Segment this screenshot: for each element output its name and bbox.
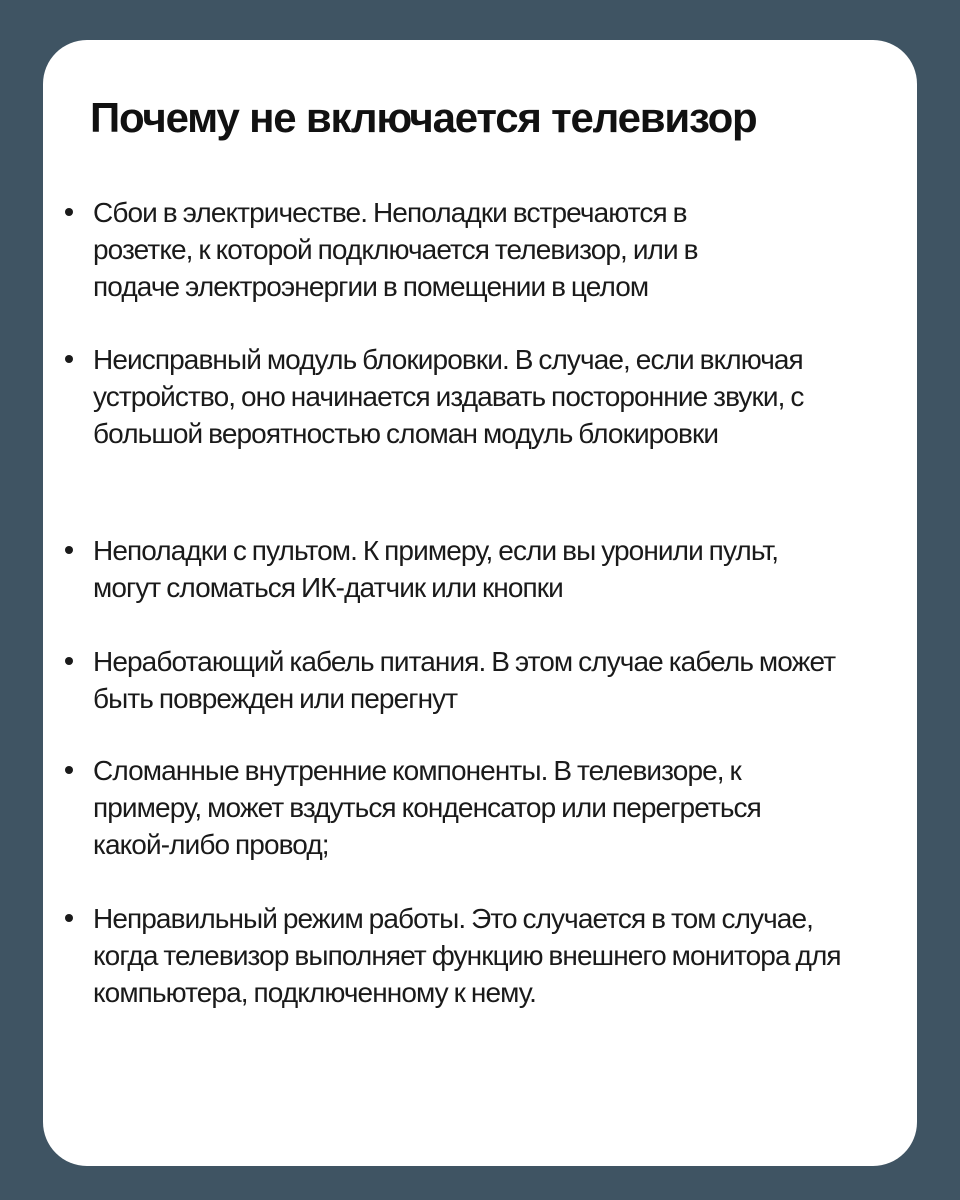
bullet-icon — [65, 657, 73, 665]
list-item — [65, 752, 835, 863]
list-item — [65, 341, 835, 452]
list-item-text: Сбои в электричестве. Неполадки встречаются в розетке, к которой подключается телевизор, или в подаче электроэнергии в помещении в целом — [93, 197, 698, 302]
bullet-icon — [65, 546, 73, 554]
card-title: Почему не включается телевизор — [90, 94, 757, 141]
list-item-text: Неисправный модуль блокировки. В случае, если включая устройство, оно начинается издавать посторонние звуки, с большой вероятностью сломан модуль блокировки — [93, 344, 804, 449]
bullet-icon — [65, 914, 73, 922]
bullet-icon — [65, 208, 73, 216]
list-item — [65, 900, 841, 1011]
list-item-text: Сломанные внутренние компоненты. В телевизоре, к примеру, может вздуться конденсатор или перегреться какой-либо провод; — [93, 755, 761, 860]
list-item-text: Неработающий кабель питания. В этом случае кабель может быть поврежден или перегнут — [93, 646, 836, 714]
bullet-icon — [65, 355, 73, 363]
bullet-icon — [65, 766, 73, 774]
list-item — [65, 532, 835, 606]
list-item-text: Неполадки с пультом. К примеру, если вы уронили пульт, могут сломаться ИК-датчик или кнопки — [93, 535, 779, 603]
list-item — [65, 194, 835, 305]
list-item-text: Неправильный режим работы. Это случается в том случае, когда телевизор выполняет функцию внешнего монитора для компьютера, подключенному к нему. — [93, 903, 841, 1008]
list-item — [65, 643, 835, 717]
